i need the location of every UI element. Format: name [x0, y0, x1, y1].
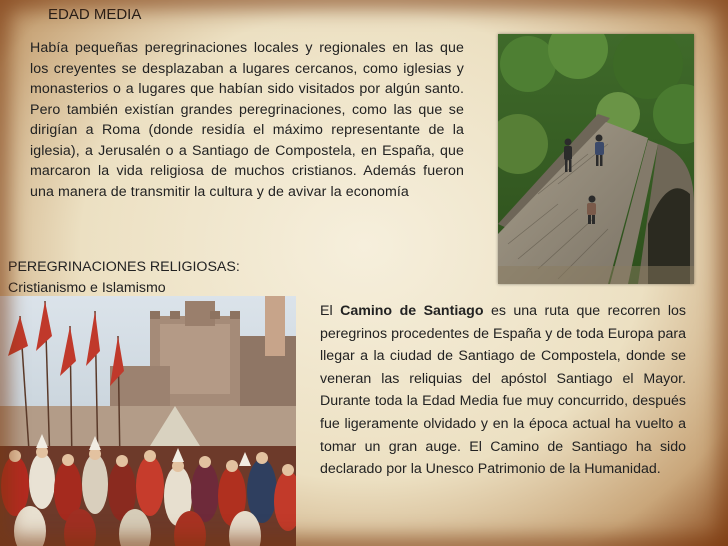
intro-paragraph: Había pequeñas peregrinaciones locales y regionales en las que los creyentes se desplazaban a lugares cercanos, como iglesias y monasterios o a lugares que habían sido visitados por algún santo. Pero también existían grandes peregrinaciones, como las que se dirigían a Roma (donde residía el máximo representante de la iglesia), a Jerusalén o a Santiago de Compostela, en España, que marcaron la vida religiosa de muchos cristianos. Además fueron una manera de transmitir la cultura y de avivar la economía — [30, 40, 464, 200]
camino-intro: El — [320, 303, 341, 319]
slide-title: EDAD MEDIA — [48, 6, 142, 23]
camino-bold-term: Camino de Santiago — [340, 303, 484, 319]
camino-paragraph — [320, 300, 686, 481]
section-heading-line2: Cristianismo e Islamismo — [8, 280, 166, 296]
bridge-photo — [498, 34, 694, 284]
section-heading-line1: PEREGRINACIONES RELIGIOSAS: — [8, 259, 240, 275]
procession-painting — [0, 296, 296, 546]
camino-rest: es una ruta que recorren los peregrinos procedentes de España y de toda Europa para llegar a la ciudad de Santiago de Compostela, donde se veneran las reliquias del apóstol Santiago el Mayor. Durante toda la Edad Media fue muy concurrido, después fue ligeramente olvidado y en la época actual ha vuelto a tomar un gran auge. El Camino de Santiago ha sido declarado por la Unesco Patrimonio de la Humanidad. — [320, 303, 687, 478]
section-heading — [8, 257, 240, 299]
